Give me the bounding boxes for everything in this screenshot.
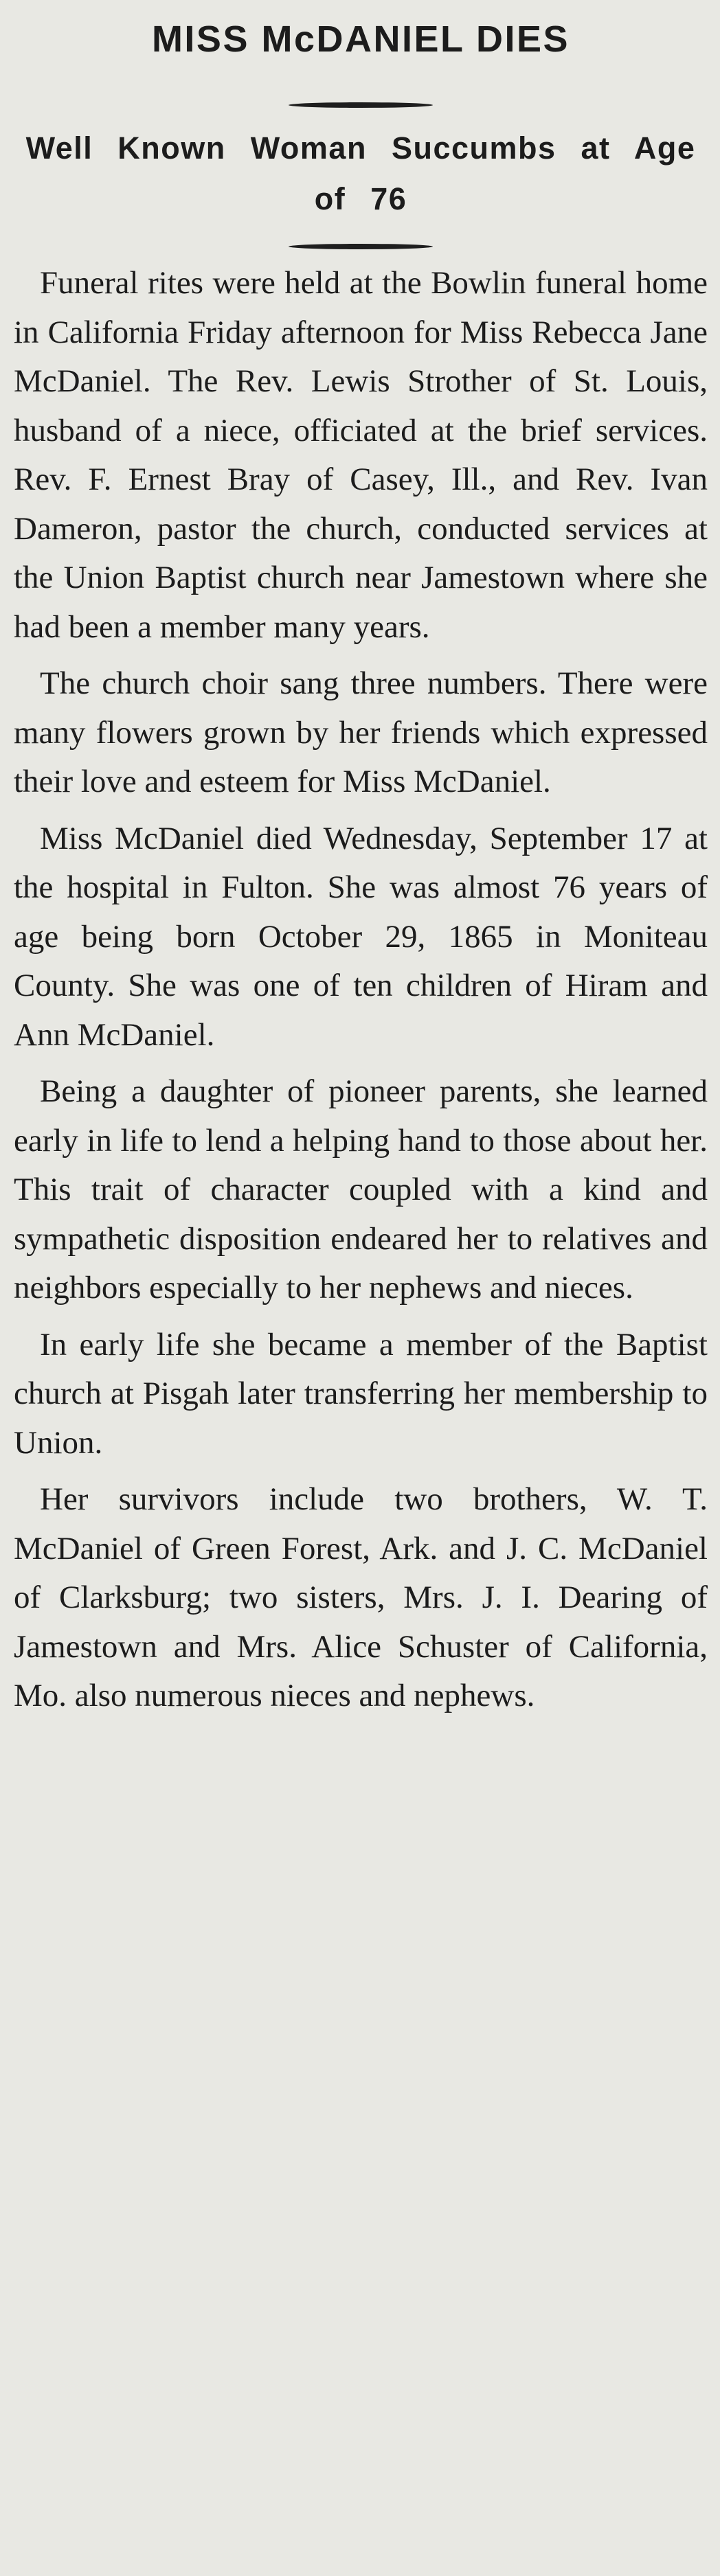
article-body — [14, 259, 708, 1721]
paragraph-death: Miss McDaniel died Wednesday, September 17 at the hospital in Fulton. She was almost 76 years of age being born October 29, 1865 in Moniteau County. She was one of ten children of Hiram and Ann McDaniel. — [14, 820, 708, 1053]
paragraph-funeral-rites: Funeral rites were held at the Bowlin funeral home in California Friday afternoon for Miss Rebecca Jane McDaniel. The Rev. Lewis Strother of St. Louis, husband of a niece, officiated at the brief services. Rev. F. Ernest Bray of Casey, Ill., and Rev. Ivan Dameron, pastor the church, conducted services at the Union Baptist church near Jamestown where she had been a member many years. — [14, 265, 708, 645]
paragraph-survivors: Her survivors include two brothers, W. T. McDaniel of Green Forest, Ark. and J. C. McDaniel of Clarksburg; two sisters, Mrs. J. I. Dearing of Jamestown and Mrs. Alice Schuster of California, Mo. also numerous nieces and nephews. — [14, 1481, 708, 1714]
paragraph-character: Being a daughter of pioneer parents, she learned early in life to lend a helping hand to those about her. This trait of character coupled with a kind and sympathetic disposition endeared her to relatives and neighbors especially to her nephews and nieces. — [14, 1073, 708, 1306]
paragraph-choir: The church choir sang three numbers. There were many flowers grown by her friends which expressed their love and esteem for Miss McDaniel. — [14, 665, 708, 800]
subheadline-rule — [289, 244, 433, 249]
subheadline: Well Known Woman Succumbs at Age of 76 — [25, 130, 696, 217]
headline-rule — [289, 102, 433, 108]
headline: MISS McDANIEL DIES — [151, 19, 570, 60]
paragraph-church-membership: In early life she became a member of the Baptist church at Pisgah later transferring her membership to Union. — [14, 1326, 708, 1461]
